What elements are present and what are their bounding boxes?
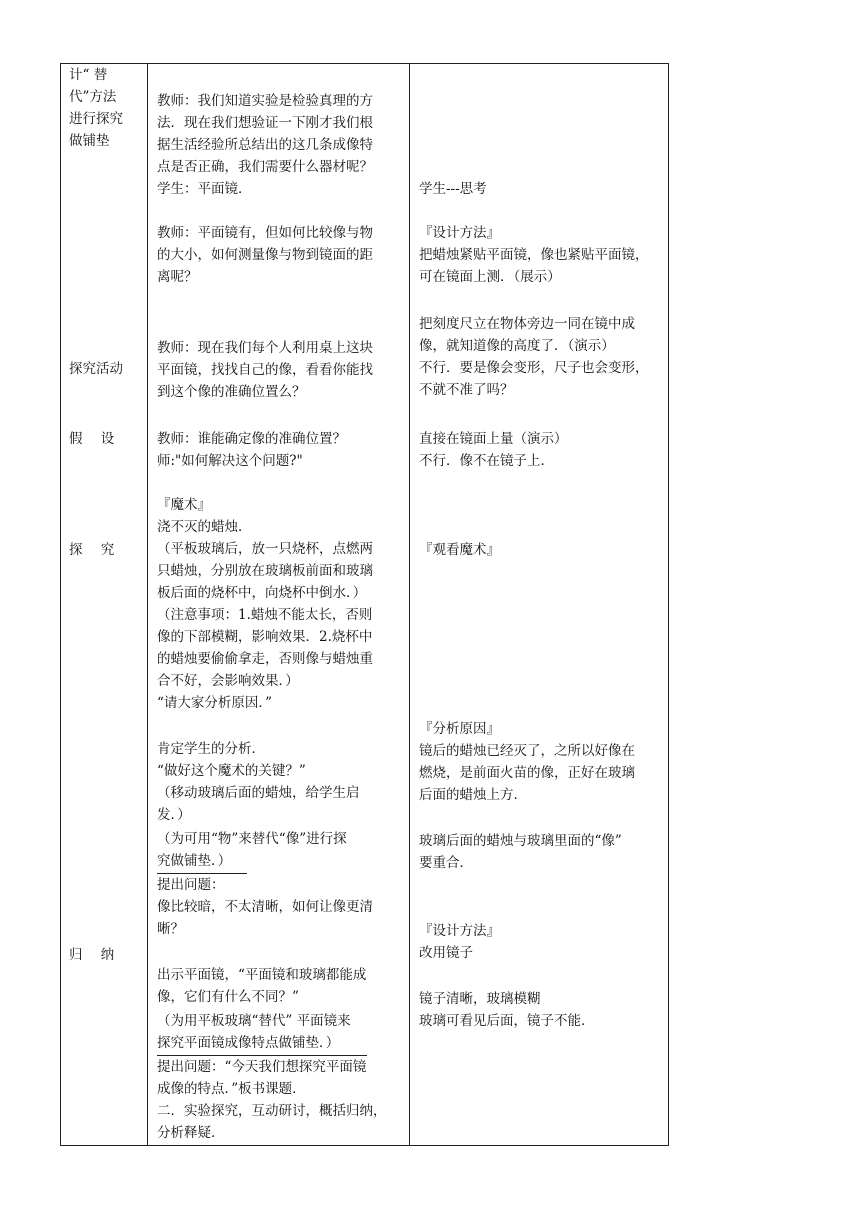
teacher-line: 的蜡烛要偷偷拿走，否则像与蜡烛重	[157, 651, 373, 667]
student-line: 可在镜面上测．（展示）	[419, 269, 561, 285]
student-line: 『观看魔术』	[419, 542, 500, 558]
student-line: 把刻度尺立在物体旁边一同在镜中成	[419, 316, 635, 332]
teacher-line: 教师：平面镜有，但如何比较像与物	[157, 225, 373, 241]
teacher-line: 的大小，如何测量像与物到镜面的距	[157, 247, 373, 263]
teacher-line: （为用平板玻璃“替代” 平面镜来	[157, 1013, 351, 1029]
student-line: 直接在镜面上量（演示）	[419, 431, 568, 447]
teacher-line: 平面镜，找找自己的像，看看你能找	[157, 362, 373, 378]
teacher-line: 肯定学生的分析．	[157, 741, 265, 757]
teacher-line: （为可用“物”来替代“像”进行探	[157, 831, 347, 847]
teacher-line: 究做铺垫．）	[157, 853, 232, 869]
teacher-line: 像，它们有什么不同？”	[157, 989, 299, 1005]
teacher-line: 浇不灭的蜡烛．	[157, 519, 252, 535]
student-line: 不行．要是像会变形，尺子也会变形，	[419, 360, 649, 376]
teacher-line: 法．现在我们想验证一下刚才我们根	[157, 115, 373, 131]
teacher-line: （平板玻璃后，放一只烧杯，点燃两	[157, 541, 373, 557]
teacher-line: 学生：平面镜．	[157, 181, 252, 197]
student-line: 学生---思考	[419, 181, 487, 197]
student-line: 要重合．	[419, 855, 473, 871]
topic-line-1: 计“ 替	[69, 67, 108, 83]
student-line: 像，就知道像的高度了．（演示）	[419, 338, 615, 354]
student-line: 不行．像不在镜子上．	[419, 453, 554, 469]
student-line: 『分析原因』	[419, 721, 500, 737]
teacher-line: 点是否正确，我们需要什么器材呢？	[157, 159, 373, 175]
student-line: 把蜡烛紧贴平面镜，像也紧贴平面镜，	[419, 247, 649, 263]
teacher-line: “做好这个魔术的关键？”	[157, 763, 306, 779]
teacher-line: 教师：我们知道实验是检验真理的方	[157, 93, 373, 109]
teacher-line: 合不好，会影响效果．）	[157, 673, 299, 689]
column-divider-2	[409, 64, 410, 1145]
section-hypothesis: 假 设	[69, 431, 115, 447]
student-line: 后面的蜡烛上方．	[419, 787, 527, 803]
teacher-line: 晰？	[157, 921, 184, 937]
teacher-line: 离呢？	[157, 269, 198, 285]
teacher-line: 提出问题：“今天我们想探究平面镜	[157, 1059, 367, 1075]
teacher-line: 据生活经验所总结出的这几条成像特	[157, 137, 373, 153]
lesson-plan-table	[60, 63, 669, 1146]
section-explore: 探 究	[69, 542, 115, 558]
student-line: 『设计方法』	[419, 923, 500, 939]
teacher-line: 出示平面镜，“平面镜和玻璃都能成	[157, 967, 367, 983]
teacher-line: 只蜡烛，分别放在玻璃板前面和玻璃	[157, 563, 373, 579]
section-explore-activity: 探究活动	[69, 361, 123, 377]
student-line: 燃烧，是前面火苗的像，正好在玻璃	[419, 765, 635, 781]
teacher-line: 教师：现在我们每个人利用桌上这块	[157, 340, 373, 356]
teacher-line: 提出问题：	[157, 877, 225, 893]
teacher-line: 教师：谁能确定像的准确位置？	[157, 431, 346, 447]
column-divider-1	[147, 64, 148, 1145]
teacher-line: 到这个像的准确位置么？	[157, 384, 306, 400]
teacher-line: （移动玻璃后面的蜡烛，给学生启	[157, 785, 360, 801]
section-summarize: 归 纳	[69, 947, 115, 963]
topic-line-3: 进行探究	[69, 111, 123, 127]
teacher-line: 探究平面镜成像特点做铺垫．）	[157, 1035, 340, 1051]
teacher-line: 师:"如何解决这个问题?"	[157, 453, 303, 469]
teacher-line: 像比较暗，不太清晰，如何让像更清	[157, 899, 373, 915]
student-line: 『设计方法』	[419, 225, 500, 241]
teacher-line: “请大家分析原因．”	[157, 695, 273, 711]
teacher-line: （注意事项：1.蜡烛不能太长，否则	[157, 607, 373, 623]
student-line: 不就不准了吗？	[419, 382, 514, 398]
teacher-line: 像的下部模糊，影响效果．2.烧杯中	[157, 629, 373, 645]
topic-line-2: 代”方法	[69, 89, 117, 105]
student-line: 改用镜子	[419, 945, 473, 961]
student-line: 玻璃后面的蜡烛与玻璃里面的“像”	[419, 833, 622, 849]
teacher-line: 成像的特点．”板书课题．	[157, 1081, 306, 1097]
teacher-line: 二．实验探究，互动研讨，概括归纳，	[157, 1103, 387, 1119]
teacher-line: 板后面的烧杯中，向烧杯中倒水．）	[157, 585, 367, 601]
teacher-line: 发．）	[157, 807, 191, 823]
student-line: 玻璃可看见后面，镜子不能．	[419, 1013, 595, 1029]
teacher-line: 分析释疑．	[157, 1125, 225, 1141]
teacher-line: 『魔术』	[157, 497, 211, 513]
topic-line-4: 做铺垫	[69, 133, 110, 149]
student-line: 镜后的蜡烛已经灭了，之所以好像在	[419, 743, 635, 759]
student-line: 镜子清晰，玻璃模糊	[419, 991, 541, 1007]
